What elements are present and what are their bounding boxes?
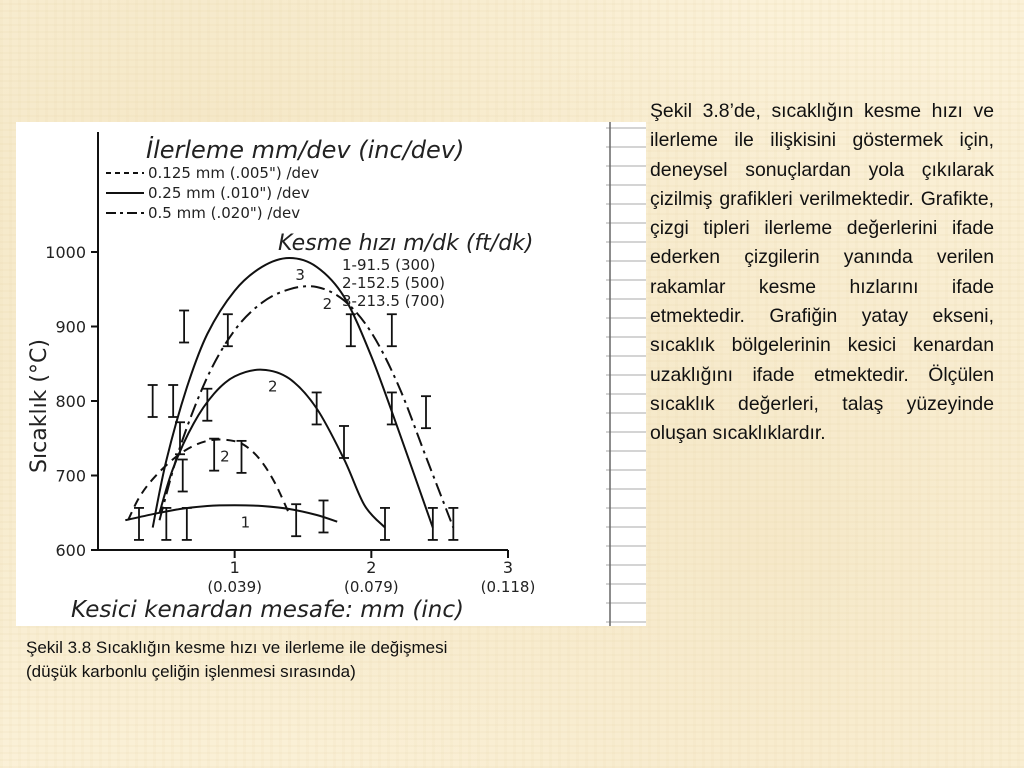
x-tick-sublabel: (0.118) <box>480 578 536 596</box>
chart-figure <box>16 122 646 626</box>
speed-legend-item: 3-213.5 (700) <box>342 292 446 310</box>
x-tick-sublabel: (0.079) <box>344 578 399 596</box>
series-label-2: 2 <box>322 295 333 314</box>
feed-legend-label: 0.25 mm (.010") /dev <box>148 184 310 202</box>
speed-legend-item: 2-152.5 (500) <box>342 274 446 292</box>
x-tick-label: 1 <box>229 558 240 577</box>
y-tick-label: 800 <box>55 392 86 411</box>
x-tick-sublabel: (0.039) <box>207 578 262 596</box>
series-line-2-dashed <box>128 439 289 520</box>
feed-legend-label: 0.125 mm (.005") /dev <box>148 164 320 182</box>
figure-caption <box>26 636 626 684</box>
y-axis-title: Sıcaklık (°C) <box>27 339 52 473</box>
y-tick-label: 600 <box>55 541 86 560</box>
y-tick-label: 700 <box>55 466 86 486</box>
x-tick-label: 2 <box>366 558 377 577</box>
speed-legend-title: Kesme hızı m/dk (ft/dk) <box>278 231 534 256</box>
feed-legend-label: 0.5 mm (.020") /dev <box>148 204 301 222</box>
series-label-1: 1 <box>240 513 251 532</box>
speed-legend-item: 1-91.5 (300) <box>342 256 436 274</box>
caption-line-2: (düşük karbonlu çeliğin işlenmesi sırasında) <box>26 662 356 681</box>
temperature-chart <box>16 122 646 626</box>
x-tick-label: 3 <box>502 558 514 577</box>
caption-line-1: Şekil 3.8 Sıcaklığın kesme hızı ve ilerleme ile değişmesi <box>26 638 448 657</box>
x-axis-title: Kesici kenardan mesafe: mm (inc) <box>71 597 464 623</box>
feed-legend-title: İlerleme mm/dev (inc/dev) <box>146 136 465 164</box>
y-tick-label: 900 <box>55 317 86 337</box>
series-label-2: 2 <box>268 377 278 396</box>
series-label-2: 2 <box>220 447 230 466</box>
series-label-3: 3 <box>295 265 305 284</box>
y-tick-label: 1000 <box>45 243 86 262</box>
body-paragraph: Şekil 3.8’de, sıcaklığın kesme hızı ve ilerleme ile ilişkisini göstermek için, deneysel sonuçlardan yola çıkılarak çizilmiş grafikleri verilmektedir. Grafikte, çizgi tipleri ilerleme değerlerini ifade ederken çizgilerin yanında verilen rakamlar kesme hızlarını ifade etmektedir. Grafiğin yatay ekseni, sıcaklık bölgelerinin kesici kenardan uzaklığını ifade etmektedir. Ölçülen sıcaklık değerleri, talaş yüzeyinde oluşan sıcaklıklardır. <box>650 100 994 445</box>
